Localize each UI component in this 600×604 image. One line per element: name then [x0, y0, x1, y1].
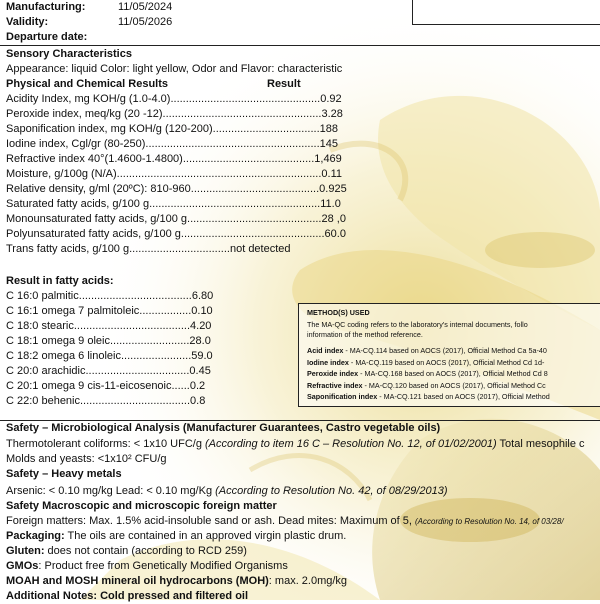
packaging-text: The oils are contained in an approved virgin plastic drum.: [64, 530, 347, 542]
physchem-row-value: 60.0: [324, 228, 346, 240]
additional-notes: Additional Notes: Cold pressed and filtered oil: [6, 590, 249, 602]
macro-title: Safety Macroscopic and microscopic foreign matter: [6, 500, 277, 512]
coliforms-text: Thermotolerant coliforms: < 1x10 UFC/g: [6, 438, 205, 450]
leader-dots: ...................................: [212, 123, 320, 135]
departure-label: Departure date:: [6, 31, 88, 43]
method-row: [307, 381, 546, 391]
mesophile-text: Total mesophile c: [496, 438, 585, 450]
fatty-acid-value: 0.45: [189, 365, 211, 377]
leader-dots: .....................................: [78, 290, 192, 302]
leader-dots: .......................: [120, 350, 192, 362]
fatty-acid-value: 6.80: [191, 290, 214, 302]
fatty-acid-row: [6, 334, 211, 349]
gluten-line: [6, 544, 247, 559]
leader-dots: ...................................................................: [116, 168, 322, 180]
fatty-acid-value: 0.8: [190, 395, 206, 407]
methods-intro-line2: information of the method reference.: [307, 330, 423, 339]
validity-label: Validity:: [6, 16, 49, 28]
method-row: [307, 358, 544, 368]
method-text: - MA-CQ.120 based on AOCS (2017), Official Method Cc: [362, 380, 546, 390]
moah-line: [6, 574, 347, 589]
leader-dots: ..................................: [85, 365, 190, 377]
physchem-row: [6, 137, 338, 152]
fatty-acid-label: C 20:0 arachidic: [6, 365, 86, 377]
physchem-row-value: 145: [319, 138, 338, 150]
metals-text: Arsenic: < 0.10 mg/kg Lead: < 0.10 mg/Kg: [6, 485, 216, 497]
leader-dots: ........................................................: [149, 198, 321, 210]
physchem-row-label: Refractive index 40°(1.4600-1.4800): [6, 153, 183, 165]
physchem-row-value: 3.28: [321, 108, 343, 120]
moah-label: MOAH and MOSH mineral oil hydrocarbons (MOH): [6, 575, 269, 587]
leader-dots: ....................................: [80, 395, 191, 407]
sensory-title: Sensory Characteristics: [6, 48, 132, 60]
leader-dots: .........................................................: [145, 138, 320, 150]
fatty-acid-value: 59.0: [191, 350, 213, 362]
header-box-bottom: [412, 24, 600, 25]
fatty-acid-row: [6, 304, 213, 319]
leader-dots: .................................: [129, 243, 230, 255]
methods-intro-line1: The MA-QC coding refers to the laboratory's internal documents, follo: [307, 320, 528, 329]
fatty-acid-row: [6, 289, 213, 304]
physchem-row: [6, 122, 338, 137]
physchem-row-value: 1,469: [314, 153, 342, 165]
micro-line-1: [6, 437, 585, 452]
method-text: - MA-CQ.121 based on AOCS (2017), Official Method: [377, 392, 550, 401]
macro-reference: (According to Resolution No. 14, of 03/28/: [415, 517, 564, 526]
physchem-row-value: 11.0: [320, 198, 341, 210]
gmo-line: [6, 559, 288, 574]
fatty-acid-value: 0.10: [191, 305, 213, 317]
physchem-row-label: Monounsaturated fatty acids, g/100 g: [6, 213, 188, 225]
result-column-header: Result: [267, 78, 301, 90]
physchem-row-value: 188: [319, 123, 338, 135]
section-divider-top: [0, 45, 600, 46]
gmo-label: GMOs: [6, 560, 39, 572]
moah-text: : max. 2.0mg/kg: [268, 575, 348, 587]
physchem-row-label: Trans fatty acids, g/100 g: [6, 243, 130, 255]
method-row: [307, 392, 550, 402]
method-row: [307, 346, 547, 356]
macro-line: [6, 514, 564, 529]
physchem-row-value: not detected: [229, 243, 291, 255]
metals-title: Safety – Heavy metals: [6, 468, 122, 480]
leader-dots: ....................................................: [162, 108, 322, 120]
leader-dots: .................................................: [170, 93, 321, 105]
physchem-row-value: 0.925: [319, 183, 347, 195]
physchem-row-value: 0.92: [320, 93, 342, 105]
physchem-row: [6, 92, 342, 107]
gluten-text: does not contain (according to RCD 259): [44, 545, 247, 557]
methods-title: METHOD(S) USED: [307, 308, 370, 317]
leader-dots: .................: [139, 305, 192, 317]
fatty-acid-label: C 16:0 palmitic: [6, 290, 79, 302]
packaging-label: Packaging:: [6, 530, 65, 542]
physchem-row-label: Saponification index, mg KOH/g (120-200): [6, 123, 213, 135]
physchem-row-value: 28 ,0: [321, 213, 346, 225]
coliforms-reference: (According to item 16 C – Resolution No. 12, of 01/02/2001): [205, 438, 497, 450]
manufacturing-value: 11/05/2024: [118, 1, 173, 13]
fatty-acid-row: [6, 349, 213, 364]
physchem-row: [6, 212, 346, 227]
macro-text: Foreign matters: Max. 1.5% acid-insoluble sand or ash. Dead mites: Maximum of 5,: [6, 515, 416, 527]
physchem-row: [6, 182, 347, 197]
fatty-acid-row: [6, 394, 205, 409]
physchem-row-label: Polyunsaturated fatty acids, g/100 g: [6, 228, 181, 240]
method-name: Saponification index: [307, 392, 378, 401]
physchem-row: [6, 152, 342, 167]
physchem-row: [6, 107, 343, 122]
physchem-title: Physical and Chemical Results: [6, 78, 169, 90]
packaging-line: [6, 529, 346, 544]
methods-box: [298, 303, 600, 407]
leader-dots: ...............................................: [180, 228, 325, 240]
method-name: Peroxide index: [307, 369, 359, 378]
physchem-row-label: Peroxide index, meq/kg (20 -12): [6, 108, 163, 120]
physchem-row: [6, 242, 291, 257]
leader-dots: ......: [171, 380, 190, 392]
header-divider-vertical: [412, 0, 413, 24]
leader-dots: ..........................................: [190, 183, 320, 195]
fatty-acid-label: C 18:2 omega 6 linoleic: [6, 350, 121, 362]
method-text: - MA-CQ.119 based on AOCS (2017), Official Method Cd 1d-: [348, 357, 545, 367]
method-name: Iodine index: [307, 357, 349, 367]
fatty-acid-label: C 18:1 omega 9 oleic: [6, 335, 110, 347]
gluten-label: Gluten:: [6, 545, 45, 557]
metals-reference: (According to Resolution No. 42, of 08/29/2013): [215, 485, 448, 497]
fatty-acid-value: 4.20: [190, 320, 212, 332]
physchem-row-value: 0.11: [321, 168, 343, 180]
physchem-row-label: Relative density, g/ml (20ºC): 810-960: [6, 183, 191, 195]
fatty-acid-label: C 16:1 omega 7 palmitoleic: [6, 305, 140, 317]
manufacturing-label: Manufacturing:: [6, 1, 86, 13]
physchem-row: [6, 167, 342, 182]
fatty-acid-label: C 20:1 omega 9 cis-11-eicosenoic: [6, 380, 172, 392]
sensory-appearance: Appearance: liquid Color: light yellow, Odor and Flavor: characteristic: [6, 63, 343, 75]
fatty-acid-row: [6, 364, 211, 379]
physchem-row: [6, 227, 346, 242]
fatty-acid-row: [6, 379, 205, 394]
physchem-row: [6, 197, 341, 212]
fatty-acid-value: 0.2: [189, 380, 206, 392]
fatty-acids-title: Result in fatty acids:: [6, 275, 114, 287]
method-row: [307, 369, 548, 379]
micro-title: Safety – Microbiological Analysis (Manufacturer Guarantees, Castro vegetable oils): [6, 422, 441, 434]
physchem-row-label: Saturated fatty acids, g/100 g: [6, 198, 150, 210]
micro-line-2: Molds and yeasts: <1x10² CFU/g: [6, 453, 167, 465]
metals-line: [6, 484, 448, 499]
leader-dots: ...........................................: [182, 153, 315, 165]
fatty-acid-label: C 22:0 behenic: [6, 395, 80, 407]
physchem-row-label: Moisture, g/100g (N/A): [6, 168, 117, 180]
leader-dots: ......................................: [73, 320, 191, 332]
fatty-acid-label: C 18:0 stearic: [6, 320, 74, 332]
leader-dots: ..........................: [109, 335, 190, 347]
gmo-text: : Product free from Genetically Modified Organisms: [38, 560, 288, 572]
method-name: Refractive index: [307, 380, 363, 390]
method-text: - MA-CQ.168 based on AOCS (2017), Official Method Cd 8: [358, 369, 548, 378]
method-text: - MA-CQ.114 based on AOCS (2017), Official Method Ca 5a-40: [343, 346, 547, 355]
leader-dots: ............................................: [187, 213, 322, 225]
fatty-acid-value: 28.0: [189, 335, 211, 347]
physchem-row-label: Iodine index, Cgl/gr (80-250): [6, 138, 146, 150]
fatty-acid-row: [6, 319, 211, 334]
physchem-row-label: Acidity Index, mg KOH/g (1.0-4.0): [6, 93, 171, 105]
validity-value: 11/05/2026: [118, 16, 173, 28]
method-name: Acid index: [307, 346, 344, 355]
